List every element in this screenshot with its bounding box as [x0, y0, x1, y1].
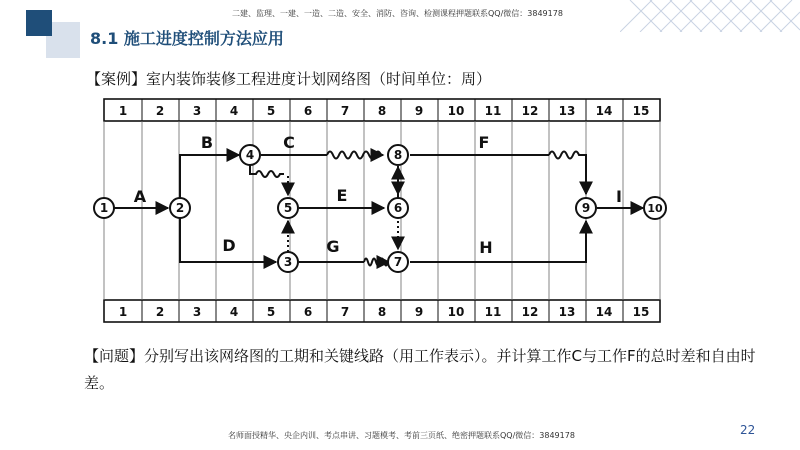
- timeline-bottom-number: 4: [229, 305, 239, 319]
- timeline-top-number: 6: [303, 104, 313, 118]
- activity-wave-c: [327, 152, 383, 159]
- activity-label-d: D: [222, 236, 236, 255]
- node-label-7: 7: [393, 255, 403, 269]
- timeline-bottom-number: 13: [558, 305, 576, 319]
- timeline-top-number: 14: [595, 104, 613, 118]
- case-title: 【案例】室内装饰装修工程进度计划网络图（时间单位：周）: [86, 70, 492, 88]
- activity-arrow-h: [410, 221, 586, 262]
- timeline-bottom-number: 1: [118, 305, 128, 319]
- section-title: 8.1 施工进度控制方法应用: [90, 29, 284, 48]
- node-label-2: 2: [175, 201, 185, 215]
- timeline-top-number: 8: [377, 104, 387, 118]
- activity-arrow-b: [180, 155, 239, 198]
- timeline-top-number: 12: [521, 104, 539, 118]
- timeline-top-number: 9: [414, 104, 424, 118]
- activity-label-g: G: [326, 237, 340, 256]
- timeline-top-number: 5: [266, 104, 276, 118]
- timeline-top-number: 7: [340, 104, 350, 118]
- timeline-bottom-number: 7: [340, 305, 350, 319]
- activity-label-a: A: [133, 187, 147, 206]
- timeline-bottom-number: 5: [266, 305, 276, 319]
- timeline-bottom-number: 12: [521, 305, 539, 319]
- activity-label-i: I: [616, 187, 622, 206]
- activity-label-h: H: [479, 238, 493, 257]
- activity-label-f: F: [478, 133, 490, 152]
- timeline-top-number: 15: [632, 104, 650, 118]
- activity-wave-f: [549, 152, 586, 195]
- node-label-5: 5: [283, 201, 293, 215]
- top-contact-note: 二建、监理、一建、一造、二造、安全、消防、咨询、检测课程押题联系QQ/微信：3849178: [232, 9, 563, 18]
- timeline-bottom-number: 10: [447, 305, 465, 319]
- node-label-8: 8: [393, 148, 403, 162]
- timeline-top-number: 10: [447, 104, 465, 118]
- node-label-1: 1: [99, 201, 109, 215]
- activity-label-b: B: [200, 133, 214, 152]
- timeline-bottom-number: 8: [377, 305, 387, 319]
- timeline-bottom-number: 2: [155, 305, 165, 319]
- timeline-bottom-number: 11: [484, 305, 502, 319]
- node-label-3: 3: [283, 255, 293, 269]
- timeline-top-number: 2: [155, 104, 165, 118]
- timeline-top-number: 13: [558, 104, 576, 118]
- node-label-10: 10: [647, 202, 663, 215]
- timeline-top-number: 11: [484, 104, 502, 118]
- node-label-9: 9: [581, 201, 591, 215]
- timeline-bottom-number: 14: [595, 305, 613, 319]
- page-number: 22: [740, 423, 756, 437]
- timeline-bottom-number: 6: [303, 305, 313, 319]
- timeline-dividers: [142, 99, 623, 322]
- timeline-bottom-number: 15: [632, 305, 650, 319]
- bottom-contact-note: 名师面授精华、央企内训、考点串讲、习题模考、考前三页纸、绝密押题联系QQ/微信：3849178: [228, 431, 575, 440]
- node-label-4: 4: [245, 148, 255, 162]
- timeline-bottom-number: 3: [192, 305, 202, 319]
- activity-label-e: E: [336, 186, 348, 205]
- node-label-6: 6: [393, 201, 403, 215]
- timeline-bottom-number: 9: [414, 305, 424, 319]
- question-text: 【问题】分别写出该网络图的工期和关键线路（用工作表示）。并计算工作C与工作F的总时差和自由时差。: [84, 347, 756, 392]
- timeline-top-number: 3: [192, 104, 202, 118]
- timeline-top-number: 4: [229, 104, 239, 118]
- timeline-top-number: 1: [118, 104, 128, 118]
- activity-wave-g: [364, 259, 389, 266]
- activity-label-c: C: [283, 133, 295, 152]
- free-float-wave-4: [250, 165, 284, 177]
